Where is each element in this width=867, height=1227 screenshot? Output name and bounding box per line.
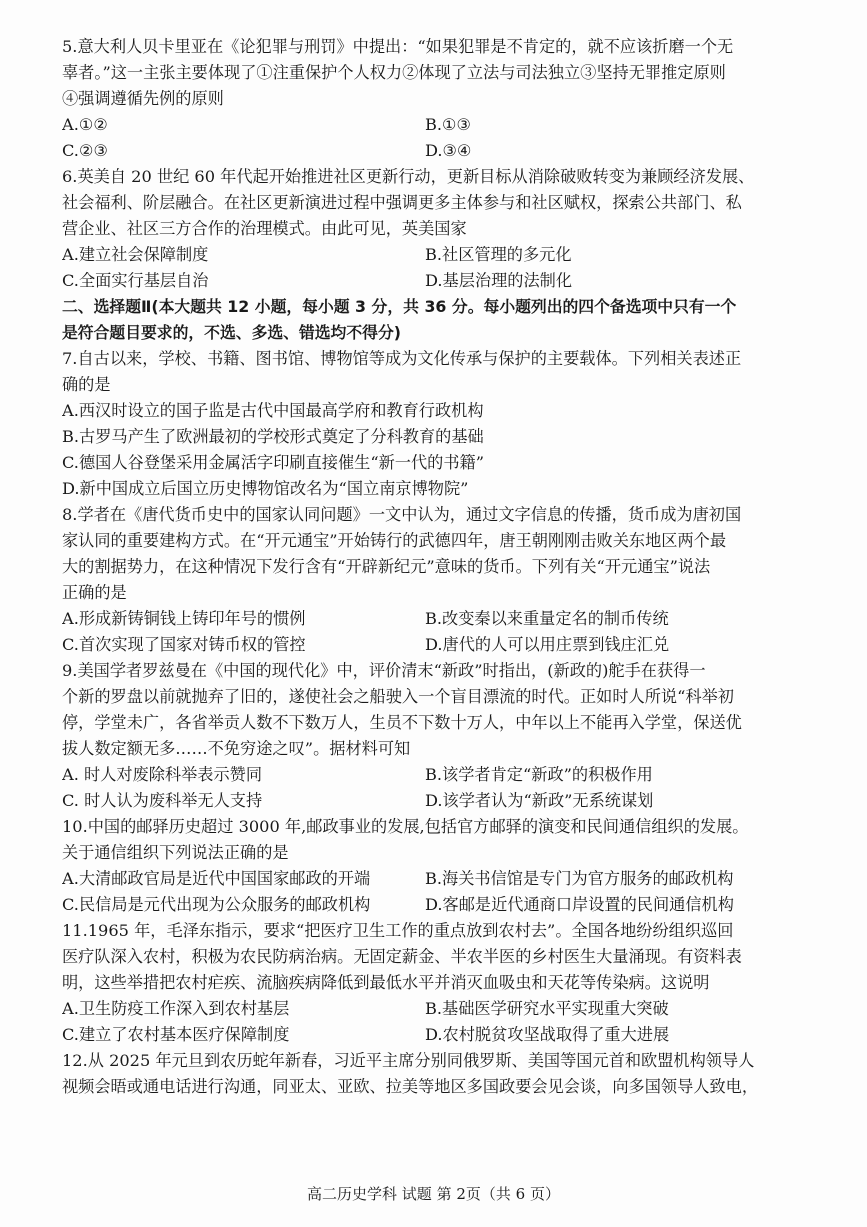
q10-stem-line-2: 关于通信组织下列说法正确的是	[62, 843, 289, 862]
q9-stem-line-1: 9.美国学者罗兹曼在《中国的现代化》中，评价清末“新政”时指出，(新政的)舵手在获得一	[62, 661, 706, 680]
q8-option-c: C.首次实现了国家对铸币权的管控	[62, 635, 306, 654]
q6-stem-line-2: 社会福利、阶层融合。在社区更新演进过程中强调更多主体参与和社区赋权，探索公共部门、私	[62, 193, 742, 212]
q8-option-b: B.改变秦以来重量定名的制币传统	[425, 609, 669, 628]
q8-stem-line-2: 家认同的重要建构方式。在“开元通宝”开始铸行的武德四年，唐王朝刚刚击败关东地区两个最	[62, 531, 727, 550]
q5-stem-line-1: 5.意大利人贝卡里亚在《论犯罪与刑罚》中提出：“如果犯罪是不肯定的，就不应该折磨一个无	[62, 37, 734, 56]
q10-stem-line-1: 10.中国的邮驿历史超过 3000 年,邮政事业的发展,包括官方邮驿的演变和民间通信组织的发展。	[62, 817, 749, 836]
q5-option-a: A.①②	[62, 115, 108, 134]
q11-stem-line-2: 医疗队深入农村，积极为农民防病治病。无固定薪金、半农半医的乡村医生大量涌现。有资料表	[62, 947, 742, 966]
q6-option-d: D.基层治理的法制化	[425, 271, 573, 290]
q12-stem-line-2: 视频会晤或通电话进行沟通，同亚太、亚欧、拉美等地区多国政要会见会谈，向多国领导人致电，	[62, 1077, 759, 1096]
q6-stem-line-1: 6.英美自 20 世纪 60 年代起开始推进社区更新行动，更新目标从消除破败转变为兼顾经济发展、	[62, 167, 755, 186]
q8-option-d: D.唐代的人可以用庄票到钱庄汇兑	[425, 635, 670, 654]
page-footer: 高二历史学科 试题 第 2页（共 6 页）	[307, 1185, 560, 1203]
q11-stem-line-1: 11.1965 年，毛泽东指示，要求“把医疗卫生工作的重点放到农村去”。全国各地纷纷组织巡回	[62, 921, 734, 940]
q6-option-a: A.建立社会保障制度	[62, 245, 209, 264]
q5-stem-line-2: 辜者。”这一主张主要体现了①注重保护个人权力②体现了立法与司法独立③坚持无罪推定原则	[62, 63, 726, 82]
q10-option-b: B.海关书信馆是专门为官方服务的邮政机构	[425, 869, 734, 888]
q11-option-a: A.卫生防疫工作深入到农村基层	[62, 999, 290, 1018]
q11-option-b: B.基础医学研究水平实现重大突破	[425, 999, 669, 1018]
q11-option-c: C.建立了农村基本医疗保障制度	[62, 1025, 290, 1044]
q8-option-a: A.形成新铸铜钱上铸印年号的惯例	[62, 609, 306, 628]
q6-option-b: B.社区管理的多元化	[425, 245, 572, 264]
q9-stem-line-3: 停，学堂未广，各省举贡人数不下数万人，生员不下数十万人，中年以上不能再入学堂，保送优	[62, 713, 742, 732]
q6-option-c: C.全面实行基层自治	[62, 271, 209, 290]
q9-option-b: B.该学者肯定“新政”的积极作用	[425, 765, 653, 784]
q10-option-d: D.客邮是近代通商口岸设置的民间通信机构	[425, 895, 734, 914]
q7-option-b: B.古罗马产生了欧洲最初的学校形式奠定了分科教育的基础	[62, 427, 484, 446]
q9-stem-line-4: 拔人数定额无多……不免穷途之叹”。据材料可知	[62, 739, 411, 758]
q8-stem-line-4: 正确的是	[62, 583, 127, 602]
q7-option-d: D.新中国成立后国立历史博物馆改名为“国立南京博物院”	[62, 479, 469, 498]
section-heading-line-2: 是符合题目要求的，不选、多选、错选均不得分)	[62, 323, 401, 342]
q5-option-c: C.②③	[62, 141, 108, 160]
q5-option-b: B.①③	[425, 115, 472, 134]
q7-option-c: C.德国人谷登堡采用金属活字印刷直接催生“新一代的书籍”	[62, 453, 485, 472]
q9-option-d: D.该学者认为“新政”无系统谋划	[425, 791, 654, 810]
q9-stem-line-2: 个新的罗盘以前就抛弃了旧的，遂使社会之船驶入一个盲目漂流的时代。正如时人所说“科举初	[62, 687, 734, 706]
q10-option-c: C.民信局是元代出现为公众服务的邮政机构	[62, 895, 371, 914]
q8-stem-line-3: 大的割据势力，在这种情况下发行含有“开辟新纪元”意味的货币。下列有关“开元通宝”说法	[62, 557, 711, 576]
q7-stem-line-2: 确的是	[62, 375, 111, 394]
q5-option-d: D.③④	[425, 141, 472, 160]
section-heading-line-1: 二、选择题Ⅱ(本大题共 12 小题，每小题 3 分，共 36 分。每小题列出的四个备选项中只有一个	[62, 297, 737, 316]
q11-option-d: D.农村脱贫攻坚战取得了重大进展	[425, 1025, 670, 1044]
q9-option-c: C. 时人认为废科举无人支持	[62, 791, 263, 810]
q5-stem-line-3: ④强调遵循先例的原则	[62, 89, 224, 108]
q11-stem-line-3: 明，这些举措把农村疟疾、流脑疾病降低到最低水平并消灭血吸虫和天花等传染病。这说明	[62, 973, 710, 992]
q10-option-a: A.大清邮政官局是近代中国国家邮政的开端	[62, 869, 371, 888]
q9-option-a: A. 时人对废除科举表示赞同	[62, 765, 263, 784]
q7-stem-line-1: 7.自古以来，学校、书籍、图书馆、博物馆等成为文化传承与保护的主要载体。下列相关表述正	[62, 349, 742, 368]
q6-stem-line-3: 营企业、社区三方合作的治理模式。由此可见，英美国家	[62, 219, 467, 238]
q12-stem-line-1: 12.从 2025 年元旦到农历蛇年新春，习近平主席分别同俄罗斯、美国等国元首和欧盟机构领导人	[62, 1051, 755, 1070]
q8-stem-line-1: 8.学者在《唐代货币史中的国家认同问题》一文中认为，通过文字信息的传播，货币成为唐初国	[62, 505, 742, 524]
q7-option-a: A.西汉时设立的国子监是古代中国最高学府和教育行政机构	[62, 401, 484, 420]
